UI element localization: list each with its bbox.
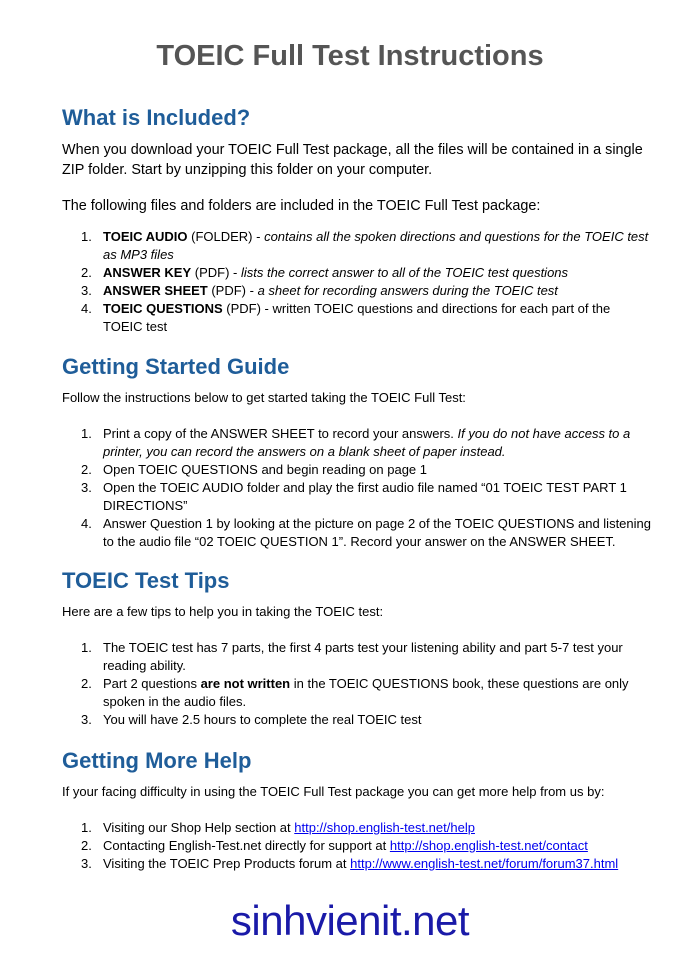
- lead-paragraph: If your facing difficulty in using the TOEIC Full Test package you can get more help from us by:: [62, 784, 605, 799]
- section-test-tips: [62, 568, 652, 729]
- included-list: [62, 228, 652, 336]
- page-title: TOEIC Full Test Instructions: [156, 40, 544, 72]
- list-item: 1. Print a copy of the ANSWER SHEET to record your answers. If you do not have access to a printer, you can record the answers on a blank sheet of paper instead.: [81, 426, 631, 459]
- list-item: 2. Open TOEIC QUESTIONS and begin reading on page 1: [81, 462, 427, 477]
- list-item: 3. ANSWER SHEET (PDF) - a sheet for recording answers during the TOEIC test: [81, 283, 558, 298]
- list-item: 2. Contacting English-Test.net directly for support at http://shop.english-test.net/contact: [81, 838, 588, 853]
- section-heading: Getting Started Guide: [62, 354, 290, 379]
- shop-help-link[interactable]: http://shop.english-test.net/help: [294, 820, 475, 835]
- list-item: 3. You will have 2.5 hours to complete the real TOEIC test: [81, 712, 422, 727]
- section-heading: TOEIC Test Tips: [62, 568, 230, 593]
- watermark-text: sinhvienit.net: [230, 897, 470, 944]
- help-list: [62, 819, 652, 873]
- list-item: 4. TOEIC QUESTIONS (PDF) - written TOEIC questions and directions for each part of the TOEIC test: [81, 301, 611, 334]
- list-item: 3. Visiting the TOEIC Prep Products forum at http://www.english-test.net/forum/forum37.html: [81, 856, 619, 871]
- section-getting-started: [62, 354, 652, 551]
- forum-link[interactable]: http://www.english-test.net/forum/forum37.html: [350, 856, 619, 871]
- section-what-is-included: [62, 105, 652, 336]
- section-heading: Getting More Help: [62, 748, 252, 773]
- list-item: 2. ANSWER KEY (PDF) - lists the correct answer to all of the TOEIC test questions: [81, 265, 569, 280]
- intro-paragraph: When you download your TOEIC Full Test package, all the files will be contained in a single ZIP folder. Start by unzipping this folder on your computer.: [62, 142, 643, 178]
- contact-link[interactable]: http://shop.english-test.net/contact: [389, 838, 588, 853]
- list-item: 2. Part 2 questions are not written in the TOEIC QUESTIONS book, these questions are only spoken in the audio files.: [81, 676, 629, 709]
- list-item: 4. Answer Question 1 by looking at the picture on page 2 of the TOEIC QUESTIONS and listening to the audio file “02 TOEIC QUESTION 1”. Record your answer on the ANSWER SHEET.: [81, 516, 651, 549]
- lead-paragraph: Here are a few tips to help you in taking the TOEIC test:: [62, 604, 384, 619]
- lead-paragraph: The following files and folders are included in the TOEIC Full Test package:: [62, 198, 541, 214]
- list-item: 1. TOEIC AUDIO (FOLDER) - contains all the spoken directions and questions for the TOEIC test as MP3 files: [81, 229, 649, 262]
- lead-paragraph: Follow the instructions below to get started taking the TOEIC Full Test:: [62, 390, 466, 405]
- started-list: [62, 425, 652, 551]
- section-more-help: [62, 748, 652, 873]
- list-item: 3. Open the TOEIC AUDIO folder and play the first audio file named “01 TOEIC TEST PART 1 DIRECTIONS”: [81, 480, 627, 513]
- section-heading: What is Included?: [62, 105, 251, 130]
- tips-list: [62, 639, 652, 729]
- list-item: 1. The TOEIC test has 7 parts, the first 4 parts test your listening ability and part 5-7 test your reading ability.: [81, 640, 623, 673]
- list-item: 1. Visiting our Shop Help section at http://shop.english-test.net/help: [81, 820, 475, 835]
